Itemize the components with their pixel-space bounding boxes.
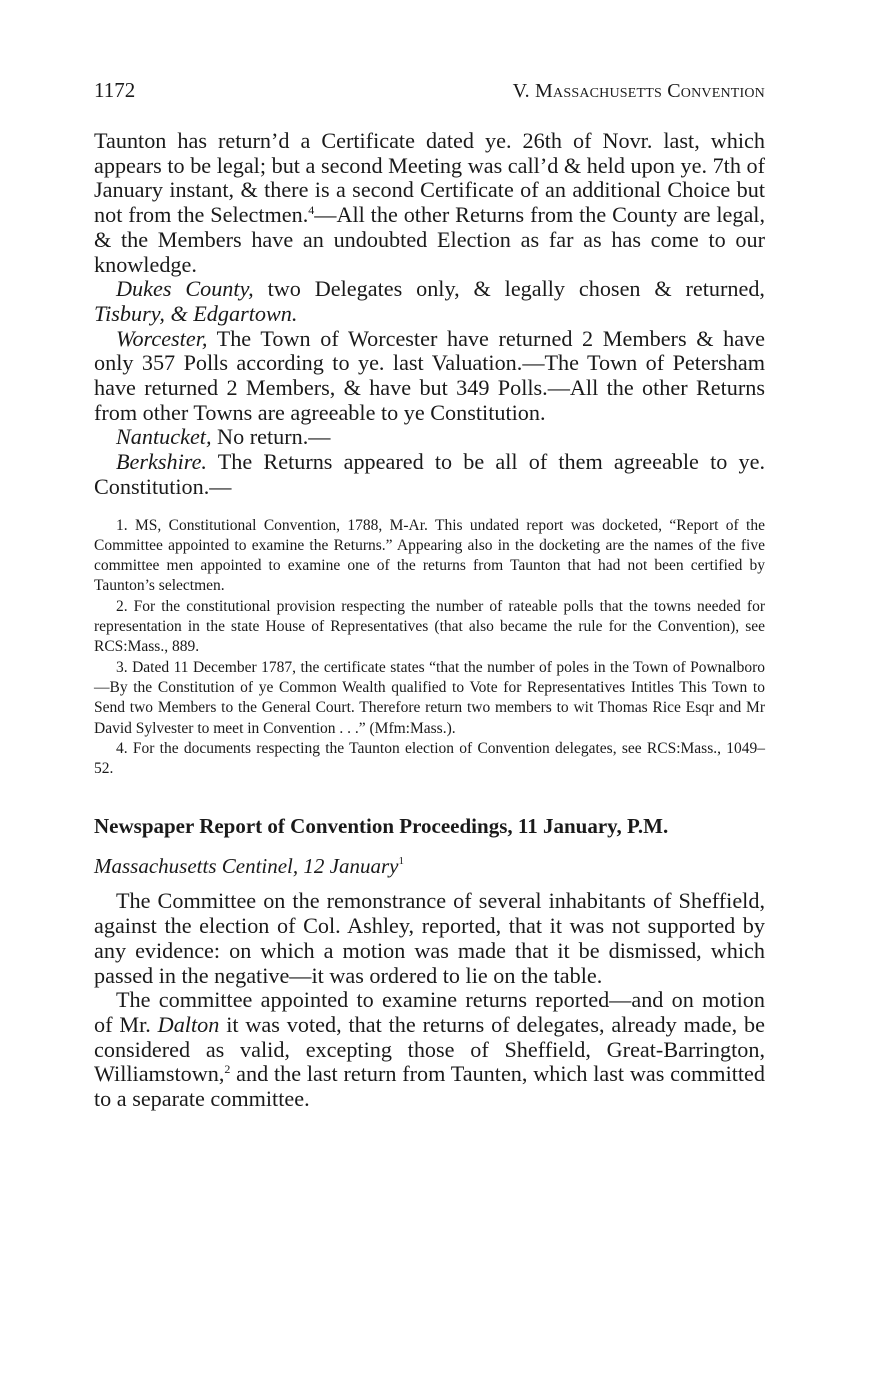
dukes-text: two Delegates only, & legally chosen & returned, (253, 276, 765, 302)
source-line (94, 853, 765, 879)
report-paragraph-berkshire (94, 450, 765, 499)
newspaper-paragraph-returns (94, 988, 765, 1112)
report-paragraph-nantucket (94, 425, 765, 450)
person-name: Dalton (157, 1011, 220, 1037)
footnotes (94, 516, 765, 780)
page-number: 1172 (94, 78, 136, 102)
newspaper-paragraph-sheffield: The Committee on the remonstrance of several inhabitants of Sheffield, against the election of Col. Ashley, reported, that it was not supported by any evidence: on which a motion was made that it be dismissed, which passed in the negative—it was ordered to lie on the table. (94, 888, 765, 988)
county-label: Worcester, (116, 325, 208, 351)
running-header (94, 78, 765, 108)
county-label: Berkshire. (116, 449, 207, 475)
taunton-text-tail: —All the other Returns from the County are legal, & the Members have an undoubted Election as far as has come to our knowledge. (94, 202, 765, 277)
footnote: 4. For the documents respecting the Taunton election of Convention delegates, see RCS:Mass., 1049–52. (94, 739, 765, 778)
returns-text-middle: it was voted, that the returns of delegates, already made, be considered as valid, excepting those of Sheffield, Great-Barrington, Williamstown, (94, 1011, 765, 1087)
report-paragraph-dukes (94, 277, 765, 326)
dukes-towns: Tisbury, & Edgartown. (94, 300, 298, 326)
returns-text-tail: and the last return from Taunten, which last was committed to a separate committee. (94, 1061, 765, 1112)
berkshire-text: The Returns appeared to be all of them agreeable to ye. Constitution.— (94, 449, 765, 499)
footnote: 1. MS, Constitutional Convention, 1788, M-Ar. This undated report was docketed, “Report of the Committee appointed to examine the Returns.” Appearing also in the docketing are the names of the five committee men appointed to examine one of the returns from Taunton that had not been certified by Taunton’s selectmen. (94, 516, 765, 595)
report-paragraph-worcester (94, 327, 765, 426)
nantucket-text: No return.— (211, 424, 331, 450)
footnote-ref: 2 (224, 1062, 231, 1077)
running-title: V. Massachusetts Convention (512, 80, 765, 102)
footnote: 2. For the constitutional provision respecting the number of rateable polls that the towns needed for representation in the state House of Representatives (that also became the rule for the Convention), see RCS:Mass., 889. (94, 597, 765, 656)
returns-text: The committee appointed to examine returns reported—and on motion of Mr. (94, 987, 765, 1037)
county-label: Dukes County, (116, 276, 254, 302)
report-paragraph-taunton (94, 129, 765, 277)
source-title: Massachusetts Centinel, 12 January (94, 854, 399, 879)
worcester-text: The Town of Worcester have returned 2 Members & have only 357 Polls according to ye. last Valuation.—The Town of Petersham have returned 2 Members, & have but 349 Polls.—All the other Returns from other Towns are agreeable to ye Constitution. (94, 325, 765, 425)
footnote: 3. Dated 11 December 1787, the certificate states “that the number of poles in the Town of Pownalboro—By the Constitution of ye Common Wealth qualified to Vote for Representatives Intitles This Town to Send two Members to the General Court. Therefore return two members to wit Thomas Rice Esqr and Mr David Sylvester to meet in Convention . . .” (Mfm:Mass.). (94, 658, 765, 737)
document-page (94, 78, 765, 1112)
taunton-text: Taunton has return’d a Certificate dated ye. 26th of Novr. last, which appears to be legal; but a second Meeting was call’d & held upon ye. 7th of January instant, & there is a second Certificate of an additional Choice but not from the Selectmen. (94, 128, 765, 228)
footnote-ref: 4 (308, 203, 315, 218)
county-label: Nantucket, (116, 424, 212, 450)
section-heading: Newspaper Report of Convention Proceedings, 11 January, P.M. (94, 814, 669, 839)
footnote-ref: 1 (398, 855, 404, 868)
